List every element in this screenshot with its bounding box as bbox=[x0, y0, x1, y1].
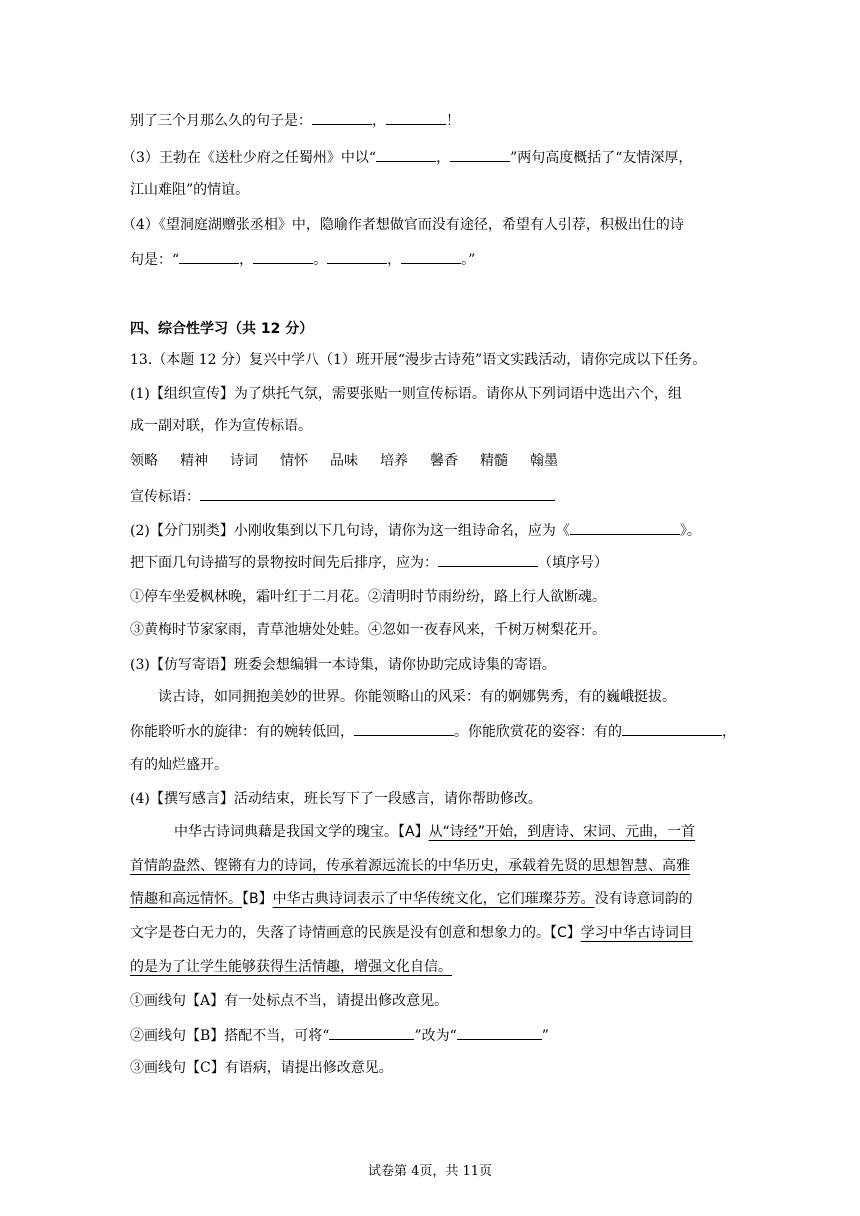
page-footer bbox=[0, 1160, 860, 1179]
text-segment: (2)【分门别类】小刚收集到以下几句诗，请你为这一组诗命名，应为《 bbox=[130, 523, 570, 539]
task-2-line bbox=[130, 520, 701, 541]
text-segment: ①停车坐爱枫林晚，霜叶红于二月花。②清明时节雨纷纷，路上行人欲断魂。 bbox=[130, 589, 606, 605]
answer-blank[interactable] bbox=[622, 721, 722, 736]
underlined-sentence-b: 中华古典诗词表示了中华传统文化，它们璀璨芬芳。 bbox=[272, 891, 595, 907]
answer-blank[interactable] bbox=[450, 147, 510, 162]
passage-line-4 bbox=[130, 923, 693, 943]
answer-blank[interactable] bbox=[438, 552, 538, 567]
word-item: 翰墨 bbox=[530, 453, 558, 469]
text-segment: 》。 bbox=[679, 523, 701, 539]
text-segment: 把下面几句诗描写的景物按时间先后排序，应为： bbox=[130, 555, 438, 571]
sub-question-1 bbox=[130, 991, 448, 1011]
fill-line-1 bbox=[130, 110, 460, 131]
word-item: 馨香 bbox=[430, 453, 458, 469]
text-segment: ， bbox=[436, 150, 451, 166]
passage-line-2 bbox=[130, 856, 690, 876]
passage-line-5 bbox=[130, 957, 452, 977]
task-1-line bbox=[130, 384, 682, 404]
answer-blank[interactable] bbox=[457, 1025, 542, 1040]
answer-blank[interactable] bbox=[376, 147, 436, 162]
task-2-cont bbox=[130, 552, 608, 573]
text-segment: ①画线句【A】有一处标点不当，请提出修改意见。 bbox=[130, 993, 449, 1009]
sub-question-3 bbox=[130, 1058, 393, 1078]
answer-blank[interactable] bbox=[200, 486, 555, 501]
answer-blank[interactable] bbox=[327, 249, 387, 264]
text-segment: 有的灿烂盛开。 bbox=[130, 757, 228, 773]
question-3-line bbox=[122, 147, 692, 168]
underlined-sentence-a: 情趣和高远情怀。 bbox=[130, 891, 242, 907]
text-segment: (3)【仿写寄语】班委会想编辑一本诗集，请你协助完成诗集的寄语。 bbox=[130, 657, 556, 673]
text-segment: 【B】 bbox=[242, 891, 273, 907]
section-heading bbox=[130, 319, 313, 339]
task-3-text-1 bbox=[158, 687, 676, 707]
task-1-cont bbox=[130, 416, 312, 436]
text-segment: 没有诗意词韵的 bbox=[594, 891, 693, 907]
answer-blank[interactable] bbox=[354, 721, 454, 736]
text-segment: ”两句高度概括了“友情深厚， bbox=[510, 150, 693, 166]
word-item: 品味 bbox=[330, 453, 358, 469]
answer-blank[interactable] bbox=[329, 1025, 414, 1040]
word-item: 精髓 bbox=[480, 453, 508, 469]
word-item: 情怀 bbox=[280, 453, 308, 469]
question-3-cont bbox=[130, 180, 249, 200]
text-segment: (4)【撰写感言】活动结束，班长写下了一段感言，请你帮助修改。 bbox=[130, 791, 542, 807]
answer-blank[interactable] bbox=[401, 249, 461, 264]
text-segment: 中华古诗词典藉是我国文学的瑰宝。【A】 bbox=[174, 824, 429, 840]
text-segment: 。” bbox=[461, 252, 476, 268]
question-13 bbox=[130, 350, 706, 370]
text-segment: （填序号） bbox=[538, 555, 608, 571]
text-segment: 。你能欣赏花的姿容：有的 bbox=[454, 724, 622, 740]
text-segment: 成一副对联，作为宣传标语。 bbox=[130, 418, 312, 434]
task-4-line bbox=[130, 789, 542, 809]
underlined-sentence-a: 从“诗经”开始，到唐诗、宋词、元曲，一首 bbox=[428, 824, 696, 840]
text-segment: ”改为“ bbox=[414, 1028, 457, 1044]
passage-line-3 bbox=[130, 889, 693, 909]
word-item: 诗词 bbox=[230, 453, 258, 469]
text-segment: ， bbox=[239, 252, 254, 268]
text-segment: （3）王勃在《送杜少府之任蜀州》中以“ bbox=[122, 150, 377, 166]
sub-question-2 bbox=[130, 1025, 549, 1046]
text-segment: ” bbox=[541, 1028, 549, 1044]
text-segment: 读古诗，如同拥抱美妙的世界。你能领略山的风采：有的婀娜隽秀，有的巍峨挺拔。 bbox=[158, 689, 676, 705]
answer-blank[interactable] bbox=[570, 520, 680, 535]
text-segment: ②画线句【B】搭配不当，可将“ bbox=[130, 1028, 330, 1044]
poem-line-2 bbox=[130, 620, 606, 640]
answer-blank[interactable] bbox=[179, 249, 239, 264]
text-segment: ③黄梅时节家家雨，青草池塘处处蛙。④忽如一夜春风来，千树万树梨花开。 bbox=[130, 622, 606, 638]
answer-blank[interactable] bbox=[312, 110, 372, 125]
text-segment: ， bbox=[387, 252, 402, 268]
text-segment: 你能聆听水的旋律：有的婉转低回， bbox=[130, 724, 354, 740]
question-4-cont bbox=[130, 249, 475, 270]
text-segment: 江山难阻”的情谊。 bbox=[130, 182, 250, 198]
text-segment: ③画线句【C】有语病，请提出修改意见。 bbox=[130, 1060, 393, 1076]
task-3-text-3 bbox=[130, 755, 228, 775]
word-list bbox=[130, 451, 580, 471]
slogan-line bbox=[130, 486, 555, 507]
word-item: 精神 bbox=[180, 453, 208, 469]
task-3-line bbox=[130, 655, 556, 675]
text-segment: 别了三个月那么久的句子是： bbox=[130, 113, 312, 129]
underlined-sentence-c: 的是为了让学生能够获得生活情趣，增强文化自信。 bbox=[130, 959, 452, 975]
text-segment: （4）《望洞庭湖赠张丞相》中，隐喻作者想做官而没有途径，希望有人引荐，积极出仕的诗 bbox=[122, 217, 684, 233]
text-segment: 。 bbox=[313, 252, 328, 268]
poem-line-1 bbox=[130, 587, 606, 607]
text-segment: ， bbox=[372, 113, 386, 129]
underlined-sentence-a: 首情韵盎然、铿锵有力的诗词，传承着源远流长的中华历史，承载着先贤的思想智慧、高雅 bbox=[130, 858, 690, 874]
underlined-sentence-c: 学习中华古诗词目 bbox=[580, 925, 693, 941]
word-item: 领略 bbox=[130, 453, 158, 469]
text-segment: 文字是苍白无力的，失落了诗情画意的民族是没有创意和想象力的。【C】 bbox=[130, 925, 581, 941]
text-segment: 13.（本题 12 分）复兴中学八（1）班开展“漫步古诗苑”语文实践活动，请你完成以下任务。 bbox=[130, 352, 707, 368]
question-4-line bbox=[122, 215, 684, 235]
text-segment: ， bbox=[722, 724, 736, 740]
text-segment: (1)【组织宣传】为了烘托气氛，需要张贴一则宣传标语。请你从下列词语中选出六个，组 bbox=[130, 386, 682, 402]
task-3-text-2 bbox=[130, 721, 736, 742]
slogan-label: 宣传标语： bbox=[130, 489, 200, 505]
text-segment: ！ bbox=[446, 113, 460, 129]
answer-blank[interactable] bbox=[386, 110, 446, 125]
text-segment: 句是：“ bbox=[130, 252, 180, 268]
word-item: 培养 bbox=[380, 453, 408, 469]
section-title: 四、综合性学习（共 12 分） bbox=[130, 321, 314, 337]
page-number: 试卷第 4页，共 11页 bbox=[367, 1164, 493, 1179]
passage-line-1 bbox=[174, 822, 695, 842]
answer-blank[interactable] bbox=[253, 249, 313, 264]
